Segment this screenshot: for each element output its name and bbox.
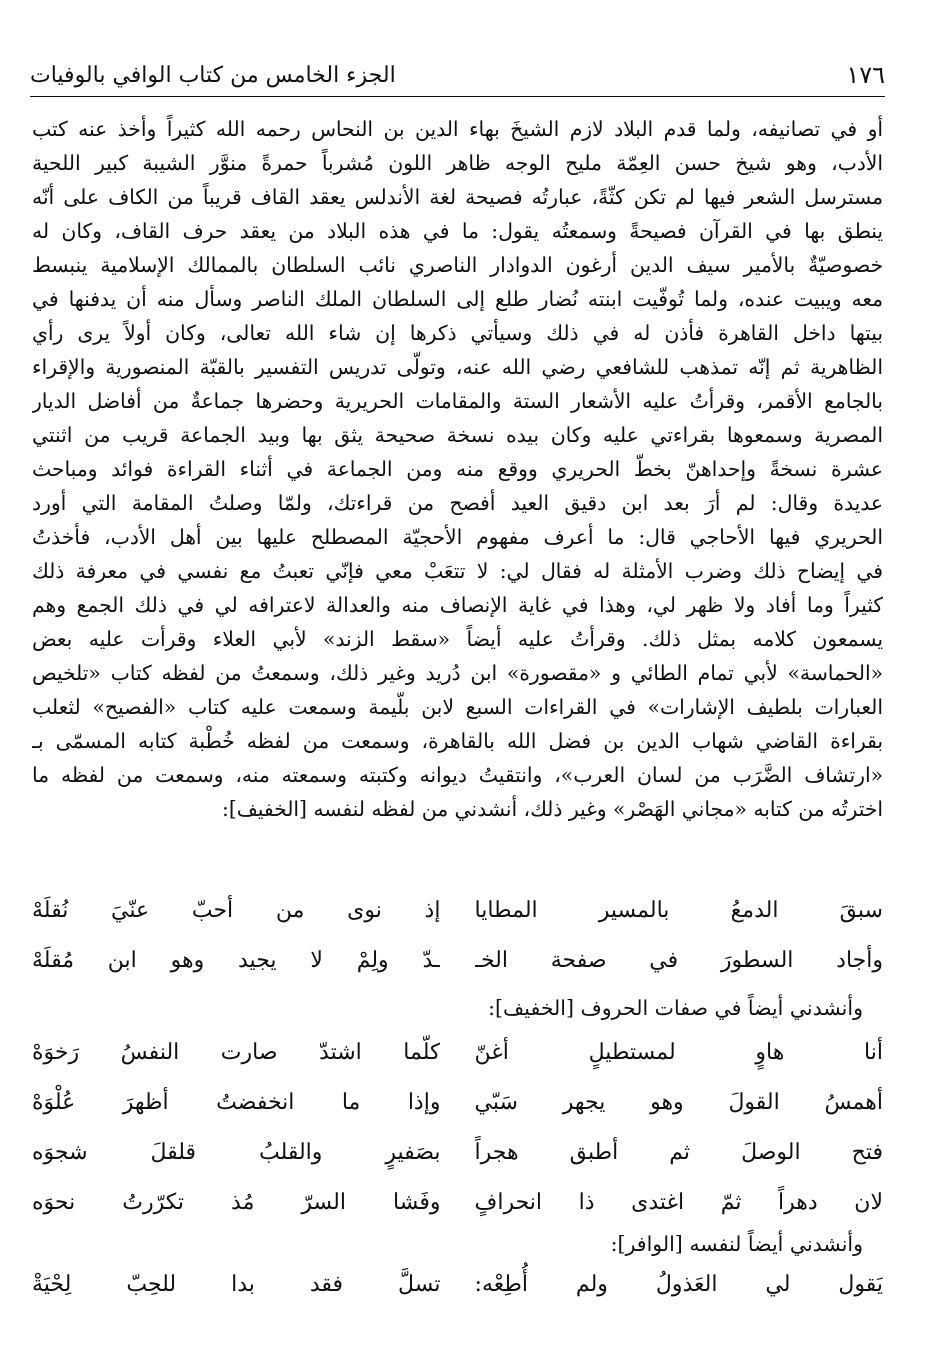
verse-line bbox=[32, 936, 883, 986]
text-line: عديدة وقال: لم أرَ بعد ابن دقيق العيد أفصح من قراءتك، ولمّا وصلتُ المقامة التي أورد bbox=[32, 491, 883, 515]
text-line: «الحماسة» لأبي تمام الطائي و «مقصورة» ابن دُريد وغير ذلك، وسمعتُ من لفظه كتاب «تلخيص bbox=[32, 661, 883, 685]
text-line: ينطق بها في القرآن فصيحةً وسمعتُه يقول: ما في هذه البلاد من يعقد حرف القاف، وكان له bbox=[32, 219, 883, 243]
poem-2-intro: وأنشدني أيضاً في صفات الحروف [الخفيف]: bbox=[488, 996, 863, 1020]
verse-line bbox=[32, 1260, 883, 1310]
text-line: بالجامع الأقمر، وقرأتُ عليه الأشعار الستة والمقامات الحريرية وحضرها جماعةٌ من أفاضل الديار bbox=[32, 389, 883, 413]
second-hemistich: ـدّ ولِمْ لا يجيد وهو ابن مُقلَهْ bbox=[32, 948, 441, 973]
text-line: خصوصيّةٌ بالأمير سيف الدين أرغون الدوادار الناصري نائب السلطان بالممالك الإسلامية ينبسط bbox=[32, 253, 883, 277]
biography-paragraph bbox=[32, 112, 883, 826]
verse-line bbox=[32, 1078, 883, 1128]
verse-line bbox=[32, 1128, 883, 1178]
verse-line bbox=[32, 1178, 883, 1228]
text-line: بقراءة القاضي شهاب الدين بن فضل الله بالقاهرة، وسمعت من لفظه خُطْبة كتابه المسمّى بـ bbox=[32, 729, 883, 753]
second-hemistich: تسلَّ فقد بدا للحِبّ لِحْيَةْ bbox=[32, 1272, 441, 1297]
text-line: أو في تصانيفه، ولما قدم البلاد لازم الشيخَ بهاء الدين بن النحاس رحمه الله كثيراً وأخذ عنه كتب bbox=[32, 117, 883, 141]
second-hemistich: إذ نوى من أحبّ عنّيَ نُقلَهْ bbox=[32, 898, 441, 923]
text-line: عشرة نسخةً وإحداهنّ بخطّ الحريري ووقع منه ومن الجماعة في أثناء القراءة فوائد ومباحث bbox=[32, 457, 883, 481]
text-line: في إيضاح ذلك وضرب الأمثلة له فقال لي: لا تتعَبْ معي فإنّي تعبتُ مع نفسي في معرفة ذلك bbox=[32, 559, 883, 583]
text-line: الظاهرية ثم إنّه تمذهب للشافعي رضي الله عنه، وتولّى تدريس التفسير بالقبّة المنصورية والإقراء bbox=[32, 355, 883, 379]
text-line: «ارتشاف الضَّرَب من لسان العرب»، وانتقيتُ ديوانه وكتبته وسمعته منه، وسمعت من لفظه ما bbox=[32, 763, 883, 787]
text-line: المصرية وسمعوها بقراءتي عليه وكان بيده نسخة صحيحة يثق بها وبيد الجماعة قريب من اثنتي bbox=[32, 423, 883, 447]
text-line: اخترتُه من كتابه «مجاني الهَصْر» وغير ذلك، أنشدني من لفظه لنفسه [الخفيف]: bbox=[222, 797, 883, 821]
poem-1 bbox=[32, 886, 883, 986]
page-number: ١٧٦ bbox=[846, 61, 885, 89]
running-title: الجزء الخامس من كتاب الوافي بالوفيات bbox=[30, 62, 396, 88]
verse-line bbox=[32, 886, 883, 936]
second-hemistich: وفَشا السرّ مُذ تكرّرتُ نحوَه bbox=[32, 1190, 441, 1215]
text-line: بيتها داخل القاهرة فأذن له في ذلك وسيأتي ذكرها إن شاء الله تعالى، وكان أولاً يرى رأي bbox=[32, 321, 883, 345]
page-header bbox=[30, 58, 885, 92]
second-hemistich: كلّما اشتدّ صارت النفسُ رَخوَهْ bbox=[32, 1040, 441, 1065]
second-hemistich: بصَفيرٍ والقلبُ قلقلَ شجوَه bbox=[32, 1140, 441, 1165]
first-hemistich: يَقول لي العَذولُ ولم أُطِعْه: bbox=[474, 1272, 883, 1297]
poem-3-intro: وأنشدني أيضاً لنفسه [الوافر]: bbox=[610, 1232, 863, 1256]
text-line: الحريري فيها الأحاجي قال: ما أعرف مفهوم الأحجيّة المصطلح عليها بين أهل الأدب، فأخذتُ bbox=[32, 525, 883, 549]
poem-2 bbox=[32, 1028, 883, 1228]
text-line: كثيراً وما أفاد ولا ظهر لي، وهذا في غاية الإنصاف منه والعدالة لاعترافه لي في ذلك الجمع وهم bbox=[32, 593, 883, 617]
first-hemistich: سبقَ الدمعُ بالمسير المطايا bbox=[474, 898, 883, 923]
first-hemistich: لان دهراً ثمّ اغتدى ذا انحرافٍ bbox=[474, 1190, 883, 1215]
text-line: مسترسل الشعر فيها لم تكن كثّةً، عبارتُه فصيحة لغة الأندلس يعقد القاف قريباً من الكاف على أنّه bbox=[32, 185, 883, 209]
second-hemistich: وإذا ما انخفضتُ أظهرَ عُلْوَهْ bbox=[32, 1090, 441, 1115]
text-line: العبارات بلطيف الإشارات» في القراءات السبع لابن بلّيمة وسمعت عليه كتاب «الفصيح» لثعلب bbox=[32, 695, 883, 719]
first-hemistich: فتح الوصلَ ثم أطبق هجراً bbox=[474, 1140, 883, 1165]
text-line: معه ويبيت عنده، ولما تُوفّيت ابنته نُضار طلع إلى السلطان الملك الناصر وسأل منه أن يدفنها في bbox=[32, 287, 883, 311]
poem-3 bbox=[32, 1260, 883, 1310]
first-hemistich: أهمسُ القولَ وهو يجهر سَبّي bbox=[474, 1090, 883, 1115]
verse-line bbox=[32, 1028, 883, 1078]
first-hemistich: أنا هاوٍ لمستطيلٍ أغنّ bbox=[474, 1040, 883, 1065]
header-rule bbox=[30, 96, 885, 97]
first-hemistich: وأجاد السطورَ في صفحة الخـ bbox=[474, 948, 883, 973]
text-line: الأدب، وهو شيخ حسن العِمّة مليح الوجه ظاهر اللون مُشرباً حمرةً منوَّر الشيبة كبير اللحية bbox=[32, 151, 883, 175]
text-line: يسمعون كلامه بمثل ذلك. وقرأتُ عليه أيضاً «سقط الزند» لأبي العلاء وقرأت عليه بعض bbox=[32, 627, 883, 651]
